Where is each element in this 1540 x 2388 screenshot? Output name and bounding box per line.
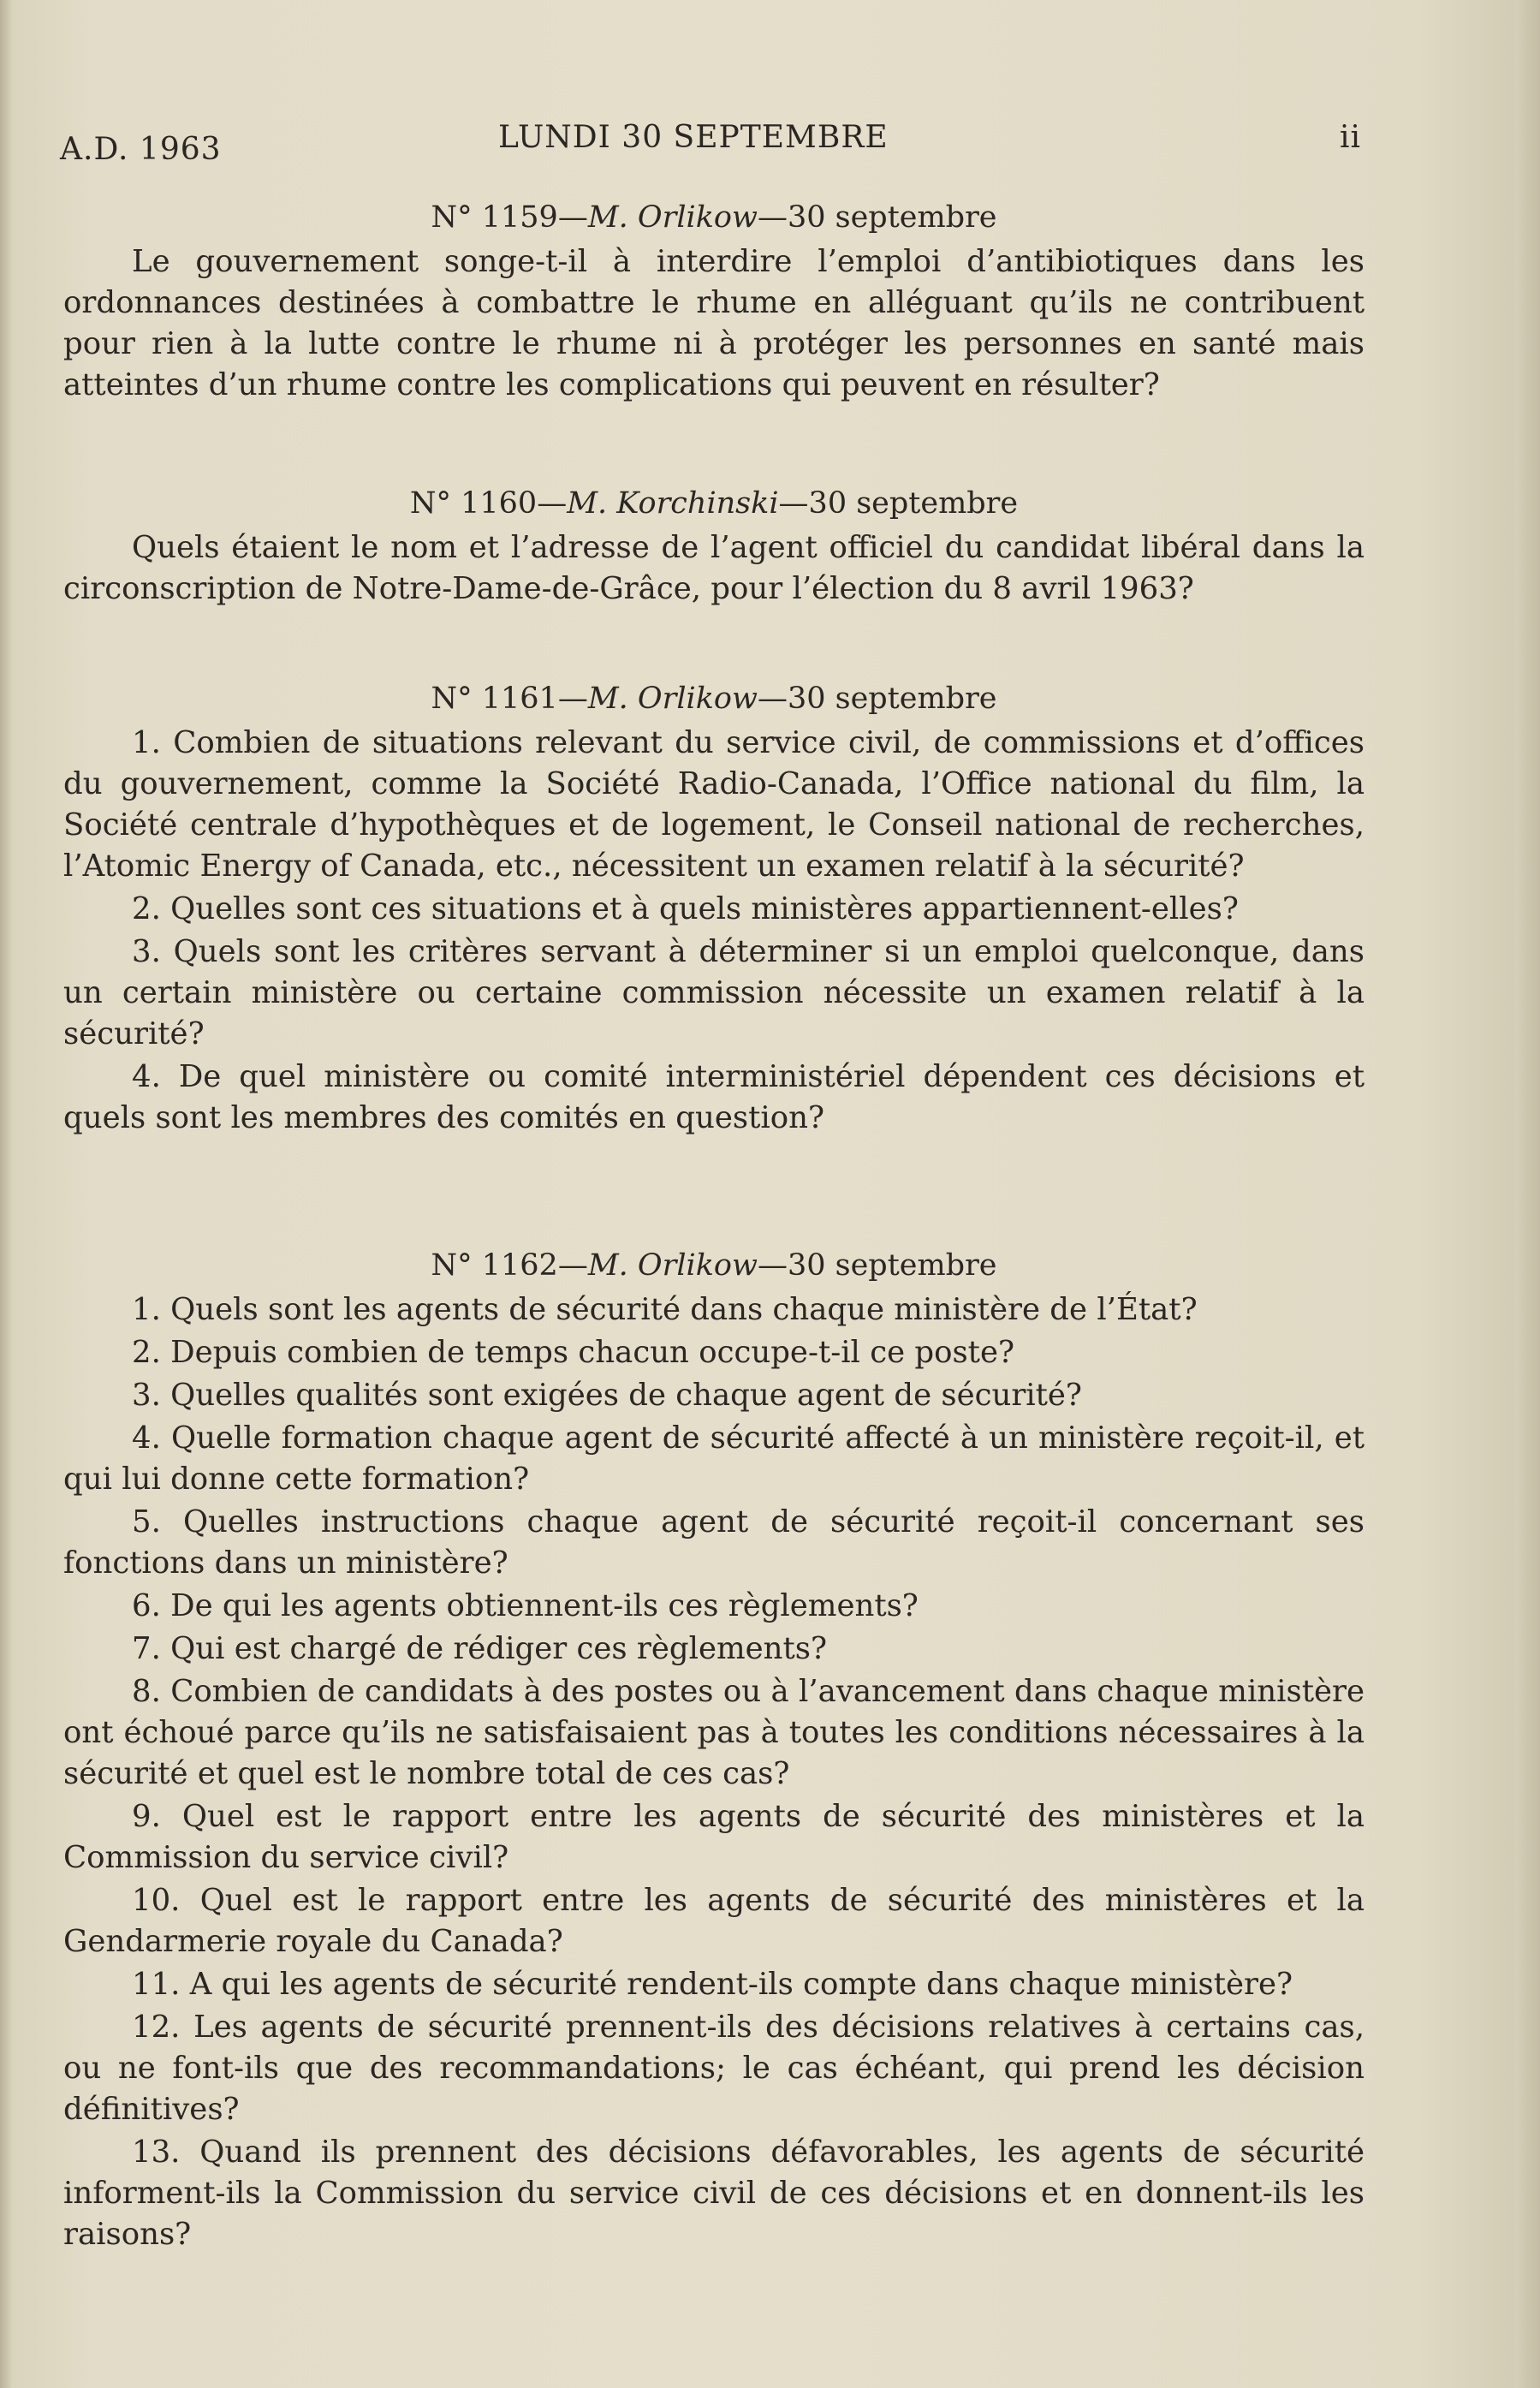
question-item: 13. Quand ils prennent des décisions défavorables, les agents de sécurité informent-ils la Commission du service civil de ces décisions et en donnent-ils les raisons?: [63, 2135, 1365, 2252]
book-spine-shadow: [0, 0, 12, 2388]
question-item: 5. Quelles instructions chaque agent de sécurité reçoit-il concernant ses fonctions dans un ministère?: [63, 1504, 1365, 1581]
question-item: 6. De qui les agents obtiennent-ils ces règlements?: [132, 1588, 919, 1623]
question-item: 11. A qui les agents de sécurité rendent-ils compte dans chaque ministère?: [132, 1967, 1293, 2002]
page-number: ii: [1340, 120, 1362, 155]
spacer: [63, 408, 1365, 483]
question-item: 2. Depuis combien de temps chacun occupe-t-il ce poste?: [132, 1335, 1014, 1370]
question-heading: N° 1161—M. Orlikow—30 septembre: [431, 682, 997, 716]
question-date: 30 septembre: [787, 1248, 997, 1283]
question-item: 1. Quels sont les agents de sécurité dans chaque ministère de l’État?: [132, 1292, 1198, 1327]
question-1160: [63, 483, 1365, 610]
question-number: N° 1162: [431, 1248, 558, 1283]
question-paragraph: Quels étaient le nom et l’adresse de l’agent officiel du candidat libéral dans la circonscription de Notre-Dame-de-Grâce, pour l’élection du 8 avril 1963?: [63, 530, 1365, 606]
question-item: 7. Qui est chargé de rédiger ces règlements?: [132, 1631, 828, 1666]
question-date: 30 septembre: [787, 682, 997, 716]
question-heading: N° 1162—M. Orlikow—30 septembre: [431, 1248, 997, 1283]
spacer: [63, 1140, 1365, 1245]
question-1161: [63, 678, 1365, 1139]
question-item: 4. Quelle formation chaque agent de sécurité affecté à un ministère reçoit-il, et qui lui donne cette formation?: [63, 1420, 1365, 1497]
question-item: 3. Quels sont les critères servant à déterminer si un emploi quelconque, dans un certain ministère ou certaine commission nécessite un examen relatif à la sécurité?: [63, 934, 1365, 1051]
question-1162: [63, 1245, 1365, 2255]
question-item: 4. De quel ministère ou comité interministériel dépendent ces décisions et quels sont les membres des comités en question?: [63, 1059, 1365, 1135]
question-heading: N° 1160—M. Korchinski—30 septembre: [409, 486, 1019, 521]
question-item: 12. Les agents de sécurité prennent-ils des décisions relatives à certains cas, ou ne font-ils que des recommandations; le cas échéant, qui prend les décision définitives?: [63, 2010, 1365, 2127]
question-number: N° 1161: [431, 682, 558, 716]
question-item: 3. Quelles qualités sont exigées de chaque agent de sécurité?: [132, 1378, 1082, 1413]
header-date: LUNDI 30 SEPTEMBRE: [498, 120, 889, 155]
question-number: N° 1159: [431, 200, 558, 235]
question-paragraph: Le gouvernement songe-t-il à interdire l’emploi d’antibiotiques dans les ordonnances destinées à combattre le rhume en alléguant qu’ils ne contribuent pour rien à la lutte contre le rhume ni à protéger les personnes en santé mais atteintes d’un rhume contre les complications qui peuvent en résulter?: [63, 244, 1365, 402]
question-item: 9. Quel est le rapport entre les agents de sécurité des ministères et la Commission du service civil?: [63, 1799, 1365, 1875]
question-author: M. Orlikow: [587, 200, 758, 235]
question-author: M. Orlikow: [587, 682, 758, 716]
page-edge: [1514, 0, 1540, 2388]
spacer: [63, 611, 1365, 678]
header-year: A.D. 1963: [60, 132, 222, 167]
question-item: 8. Combien de candidats à des postes ou à l’avancement dans chaque ministère ont échoué parce qu’ils ne satisfaisaient pas à toutes les conditions nécessaires à la sécurité et quel est le nombre total de ces cas?: [63, 1674, 1365, 1791]
question-date: 30 septembre: [808, 486, 1019, 521]
question-date: 30 septembre: [787, 200, 997, 235]
question-author: M. Orlikow: [587, 1248, 758, 1283]
question-author: M. Korchinski: [567, 486, 779, 521]
question-item: 1. Combien de situations relevant du service civil, de commissions et d’offices du gouvernement, comme la Société Radio-Canada, l’Office national du film, la Société centrale d’hypothèques et de logement, le Conseil national de recherches, l’Atomic Energy of Canada, etc., nécessitent un examen relatif à la sécurité?: [63, 725, 1365, 884]
question-item: 2. Quelles sont ces situations et à quels ministères appartiennent-elles?: [132, 891, 1239, 926]
question-heading: N° 1159—M. Orlikow—30 septembre: [431, 200, 997, 235]
questions-content: [63, 197, 1365, 2257]
question-number: N° 1160: [409, 486, 538, 521]
question-item: 10. Quel est le rapport entre les agents de sécurité des ministères et la Gendarmerie royale du Canada?: [63, 1883, 1365, 1959]
running-header: [60, 120, 1361, 171]
question-1159: [63, 197, 1365, 406]
